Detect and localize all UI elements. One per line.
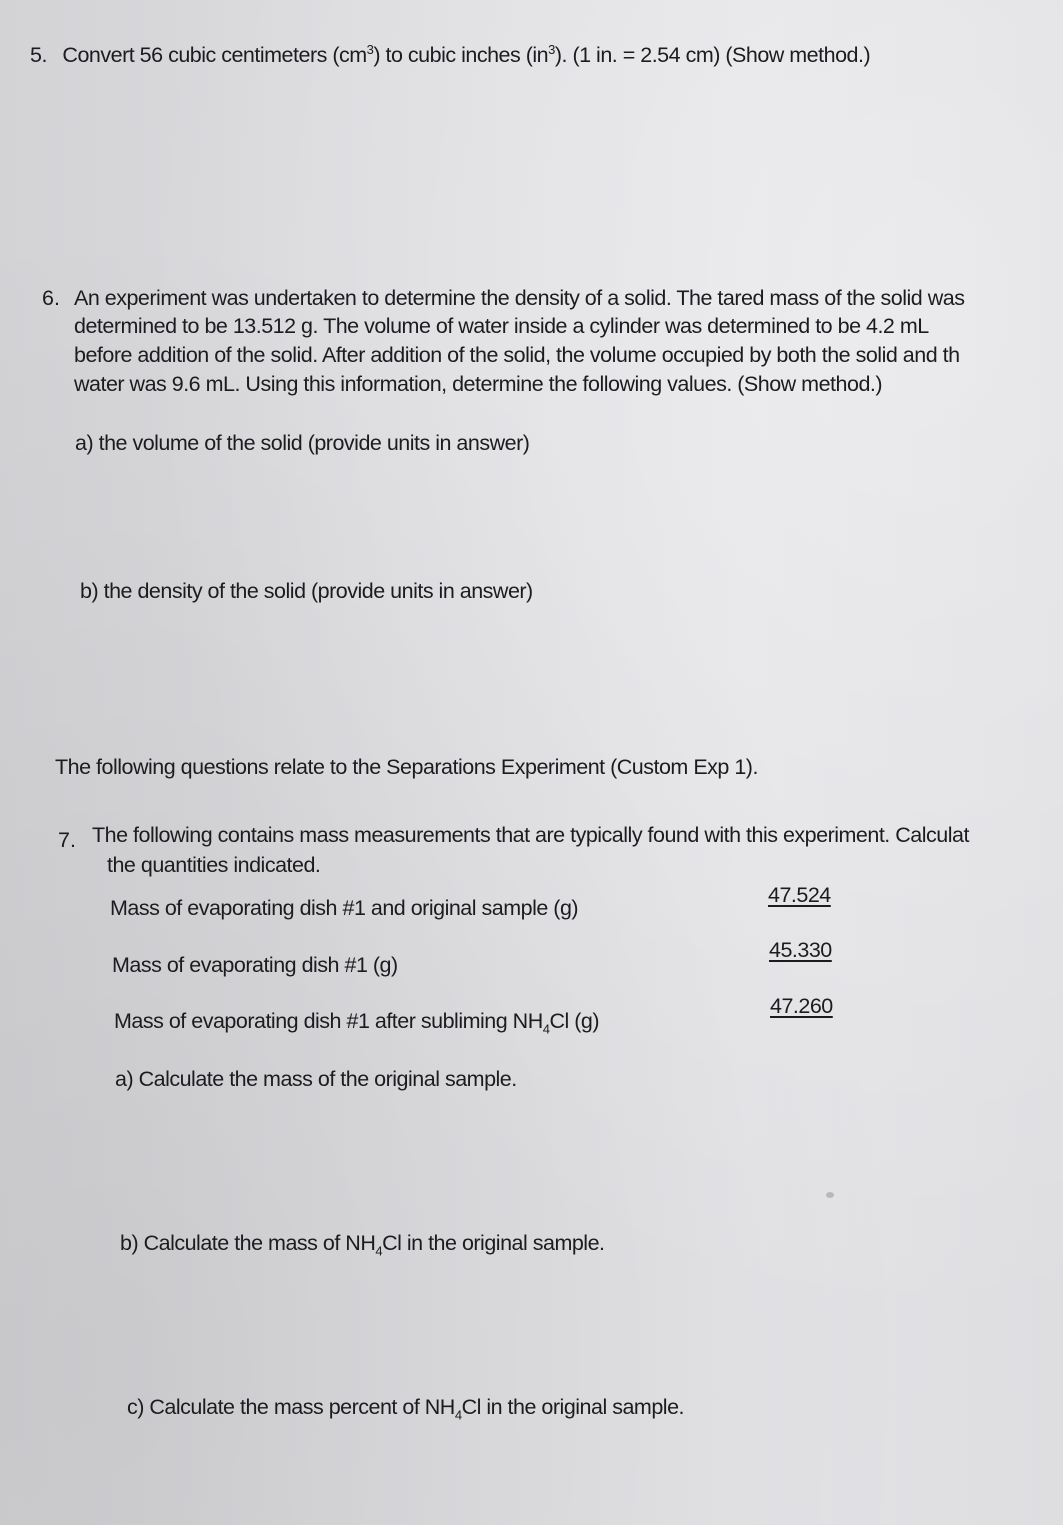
question-5-text-post: ). (1 in. = 2.54 cm) (Show method.)	[554, 43, 871, 67]
question-6-number: 6.	[42, 286, 60, 310]
question-6-part-a: a) the volume of the solid (provide units in answer)	[75, 431, 530, 455]
question-5	[30, 40, 870, 70]
mass-row-label-pre: Mass of evaporating dish #1 after subliming NH	[114, 1009, 543, 1033]
question-5-text-pre: Convert 56 cubic centimeters (cm	[62, 43, 367, 67]
question-7-part-b	[120, 1228, 605, 1258]
mass-row-label-post: Cl (g)	[549, 1009, 600, 1033]
part-b-pre: b) Calculate the mass of NH	[120, 1231, 376, 1255]
part-c-pre: c) Calculate the mass percent of NH	[127, 1395, 455, 1419]
subscript: 4	[375, 1243, 383, 1259]
section-note: The following questions relate to the Separations Experiment (Custom Exp 1).	[55, 755, 758, 779]
question-5-text-mid: ) to cubic inches (in	[373, 43, 549, 67]
question-6-part-b: b) the density of the solid (provide units in answer)	[80, 579, 533, 603]
question-7-line: the quantities indicated.	[107, 853, 321, 877]
superscript: 3	[548, 41, 555, 57]
question-5-number: 5.	[30, 43, 47, 67]
mass-row-label	[114, 1006, 599, 1036]
part-b-post: Cl in the original sample.	[382, 1231, 605, 1255]
question-7-part-a: a) Calculate the mass of the original sample.	[115, 1067, 517, 1091]
question-7-line: The following contains mass measurements that are typically found with this experiment. Calculat	[92, 823, 969, 847]
question-6-line: An experiment was undertaken to determine the density of a solid. The tared mass of the solid was	[74, 286, 965, 310]
subscript: 4	[454, 1407, 462, 1423]
mass-row-value: 47.260	[770, 994, 833, 1018]
question-7-number: 7.	[58, 828, 76, 852]
question-6-line: water was 9.6 mL. Using this information, determine the following values. (Show method.)	[74, 372, 883, 396]
part-c-post: Cl in the original sample.	[461, 1395, 684, 1419]
question-7-part-c	[127, 1392, 684, 1422]
paper-speck	[826, 1192, 834, 1198]
question-6-line: determined to be 13.512 g. The volume of water inside a cylinder was determined to be 4.2 mL	[74, 314, 929, 338]
mass-row-value: 45.330	[769, 938, 832, 962]
subscript: 4	[542, 1021, 550, 1037]
mass-row-value: 47.524	[768, 883, 831, 907]
question-6-line: before addition of the solid. After addition of the solid, the volume occupied by both the solid and th	[74, 343, 960, 367]
mass-row-label: Mass of evaporating dish #1 (g)	[112, 953, 398, 977]
superscript: 3	[366, 41, 374, 57]
mass-row-label: Mass of evaporating dish #1 and original sample (g)	[110, 896, 579, 920]
